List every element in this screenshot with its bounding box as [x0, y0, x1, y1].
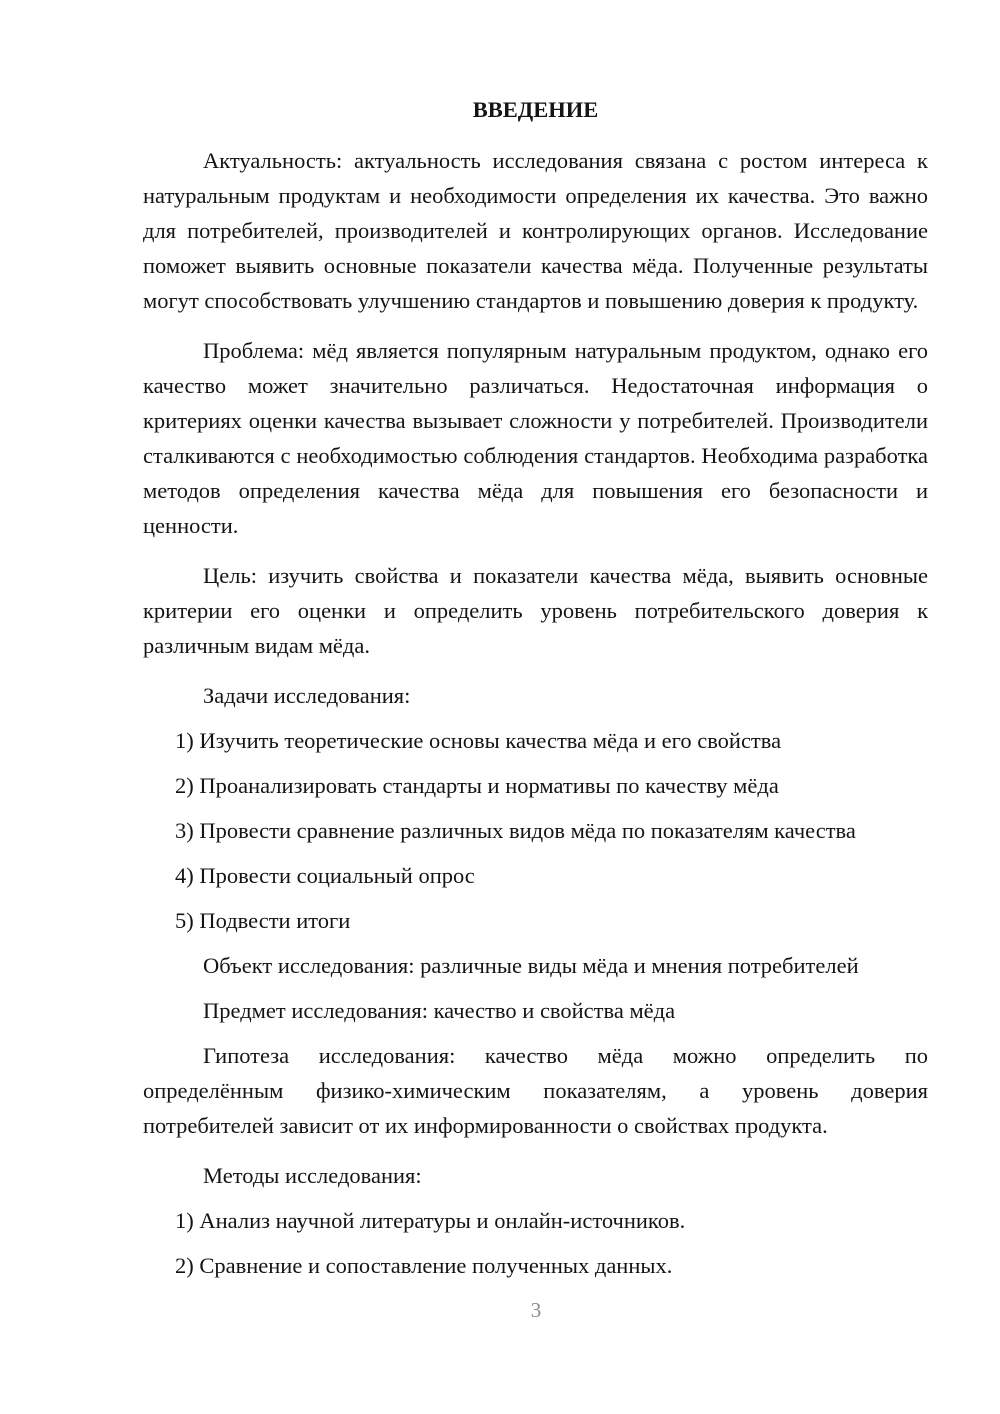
task-item-5: 5) Подвести итоги: [175, 908, 351, 933]
methods-title: Методы исследования:: [203, 1163, 422, 1188]
goal-paragraph: Цель: изучить свойства и показатели качества мёда, выявить основные критерии его оценки и определить уровень потребительского доверия к различным видам мёда.: [143, 563, 928, 658]
task-item-3: 3) Провести сравнение различных видов мёда по показателям качества: [175, 818, 856, 843]
method-item-1: 1) Анализ научной литературы и онлайн-источников.: [175, 1208, 686, 1233]
tasks-title: Задачи исследования:: [203, 683, 411, 708]
section-heading: ВВЕДЕНИЕ: [472, 97, 599, 122]
object-line: Объект исследования: различные виды мёда и мнения потребителей: [203, 953, 859, 978]
actuality-paragraph: Актуальность: актуальность исследования связана с ростом интереса к натуральным продуктам и необходимости определения их качества. Это важно для потребителей, производителей и контролирующих органов. Исследование поможет выявить основные показатели качества мёда. Полученные результаты могут способствовать улучшению стандартов и повышению доверия к продукту.: [143, 148, 928, 313]
page-number: 3: [530, 1298, 542, 1322]
page-content: [143, 96, 928, 1293]
method-item-2: 2) Сравнение и сопоставление полученных данных.: [175, 1253, 673, 1278]
task-item-4: 4) Провести социальный опрос: [175, 863, 475, 888]
hypothesis-paragraph: Гипотеза исследования: качество мёда можно определить по определённым физико-химическим показателям, а уровень доверия потребителей зависит от их информированности о свойствах продукта.: [143, 1043, 928, 1138]
task-item-2: 2) Проанализировать стандарты и нормативы по качеству мёда: [175, 773, 779, 798]
subject-line: Предмет исследования: качество и свойства мёда: [203, 998, 676, 1023]
task-item-1: 1) Изучить теоретические основы качества мёда и его свойства: [175, 728, 782, 753]
problem-paragraph: Проблема: мёд является популярным натуральным продуктом, однако его качество может значительно различаться. Недостаточная информация о критериях оценки качества вызывает сложности у потребителей. Производители сталкиваются с необходимостью соблюдения стандартов. Необходима разработка методов определения качества мёда для повышения его безопасности и ценности.: [143, 338, 928, 538]
